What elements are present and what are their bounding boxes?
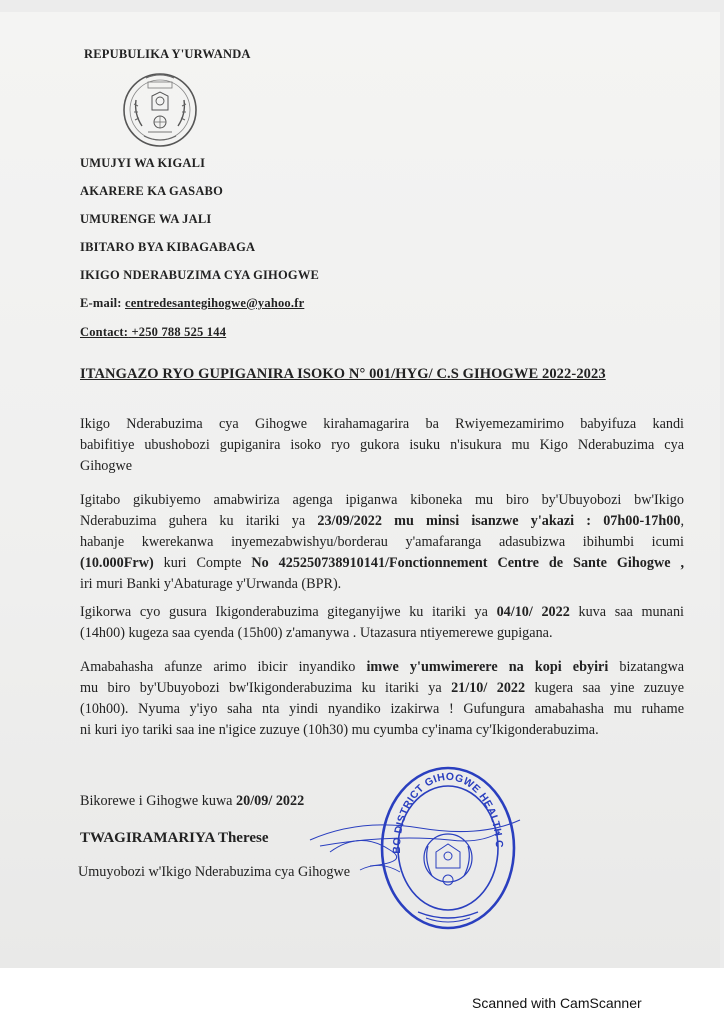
- tender-title: ITANGAZO RYO GUPIGANIRA ISOKO N° 001/HYG/ C.S GIHOGWE 2022-2023: [80, 366, 606, 382]
- text-segment: mu biro by'Ubuyobozi bw'Ikigonderabuzima ku itariki ya: [80, 680, 452, 696]
- text-segment: kuva saa munani: [569, 604, 684, 620]
- stamp-text: BO DISTRICT GIHOGWE HEALTH C: [390, 770, 506, 854]
- text-line: (10h00). Nyuma y'iyo saha nta yindi nyandiko izakirwa ! Gufungura amabahasha mu ruhame: [80, 701, 684, 717]
- contact-label: Contact:: [80, 325, 129, 339]
- place-and-date: [80, 793, 304, 810]
- text-segment: Bikorewe i Gihogwe kuwa: [80, 793, 237, 809]
- bank-account: No 425250738910141/Fonctionnement Centre de Sante Gihogwe ,: [251, 555, 685, 571]
- country-heading: REPUBULIKA Y'URWANDA: [84, 47, 251, 61]
- signatory-role: Umuyobozi w'Ikigo Nderabuzima cya Gihogwe: [78, 864, 351, 880]
- email-label: E-mail:: [80, 296, 122, 310]
- text-line: [80, 511, 684, 532]
- health-center-heading: IKIGO NDERABUZIMA CYA GIHOGWE: [80, 268, 320, 282]
- paragraph-tender-document: [80, 490, 684, 595]
- text-line: Igitabo gikubiyemo amabwiriza agenga ipiganwa kiboneka mu biro by'Ubuyobozi bw'Ikigo: [80, 492, 684, 508]
- paragraph-site-visit: [80, 602, 684, 644]
- rwanda-coat-of-arms: [108, 70, 212, 150]
- text-segment: kuri Compte: [153, 555, 252, 571]
- email-address: centredesantegihogwe@yahoo.fr: [125, 296, 305, 310]
- document-availability-date: 23/09/2022 mu minsi isanzwe y'akazi : 07h00-17h00: [317, 513, 681, 529]
- text-segment: Amabahasha afunze arimo ibicir inyandiko: [80, 659, 367, 675]
- city-heading: UMUJYI WA KIGALI: [80, 156, 206, 170]
- submission-date: 21/10/ 2022: [451, 680, 526, 696]
- text-line: [80, 602, 684, 623]
- svg-text:GASABO DISTRICT GIHOGWE HEALTH: [378, 762, 505, 854]
- contact-number: +250 788 525 144: [131, 325, 227, 339]
- text-line: iri muri Banki y'Abaturage y'Urwanda (BPR).: [80, 576, 342, 592]
- fee-amount: (10.000Frw): [80, 555, 154, 571]
- text-line: [80, 657, 684, 678]
- text-segment: Igikorwa cyo gusura Ikigonderabuzima giteganyijwe ku itariki ya: [80, 604, 497, 620]
- text-line: ni kuri iyo tariki saa ine n'igice zuzuye (10h30) mu cyumba cy'inama cy'Ikigonderabuzima.: [80, 722, 599, 738]
- paragraph-submission: [80, 657, 684, 741]
- text-line: [80, 678, 684, 699]
- text-line: habanje kwerekanwa inyemezabwishyu/borderau y'amafaranga adasubizwa ibihumbi icumi: [80, 534, 684, 550]
- text-line: [80, 553, 684, 574]
- text-segment: ,: [680, 513, 684, 529]
- text-segment: kugera saa yine zuzuye: [525, 680, 684, 696]
- text-segment: Nderabuzima guhera ku itariki ya: [80, 513, 318, 529]
- hospital-heading: IBITARO BYA KIBAGABAGA: [80, 240, 256, 254]
- signing-date: 20/09/ 2022: [236, 793, 305, 809]
- text-segment: bizatangwa: [608, 659, 684, 675]
- official-stamp: [378, 762, 518, 932]
- text-line: Gihogwe: [80, 458, 133, 474]
- sector-heading: UMURENGE WA JALI: [80, 212, 212, 226]
- text-line: (14h00) kugeza saa cyenda (15h00) z'amanywa . Utazasura ntiyemerewe gupigana.: [80, 625, 553, 641]
- contact-line: [80, 325, 226, 340]
- scanner-watermark: Scanned with CamScanner: [472, 995, 642, 1011]
- signatory-name: TWAGIRAMARIYA Therese: [80, 830, 269, 846]
- district-heading: AKARERE KA GASABO: [80, 184, 224, 198]
- text-line: Ikigo Nderabuzima cya Gihogwe kirahamagarira ba Rwiyemezamirimo babyifuza kandi: [80, 416, 684, 432]
- text-line: babifitiye ubushobozi gupiganira isoko ryo gukora isuku n'isukura mu Kigo Nderabuzima cya: [80, 437, 684, 453]
- site-visit-date: 04/10/ 2022: [496, 604, 570, 620]
- paragraph-invitation: [80, 414, 684, 477]
- email-line: [80, 296, 304, 311]
- copies-requirement: imwe y'umwimerere na kopi ebyiri: [366, 659, 609, 675]
